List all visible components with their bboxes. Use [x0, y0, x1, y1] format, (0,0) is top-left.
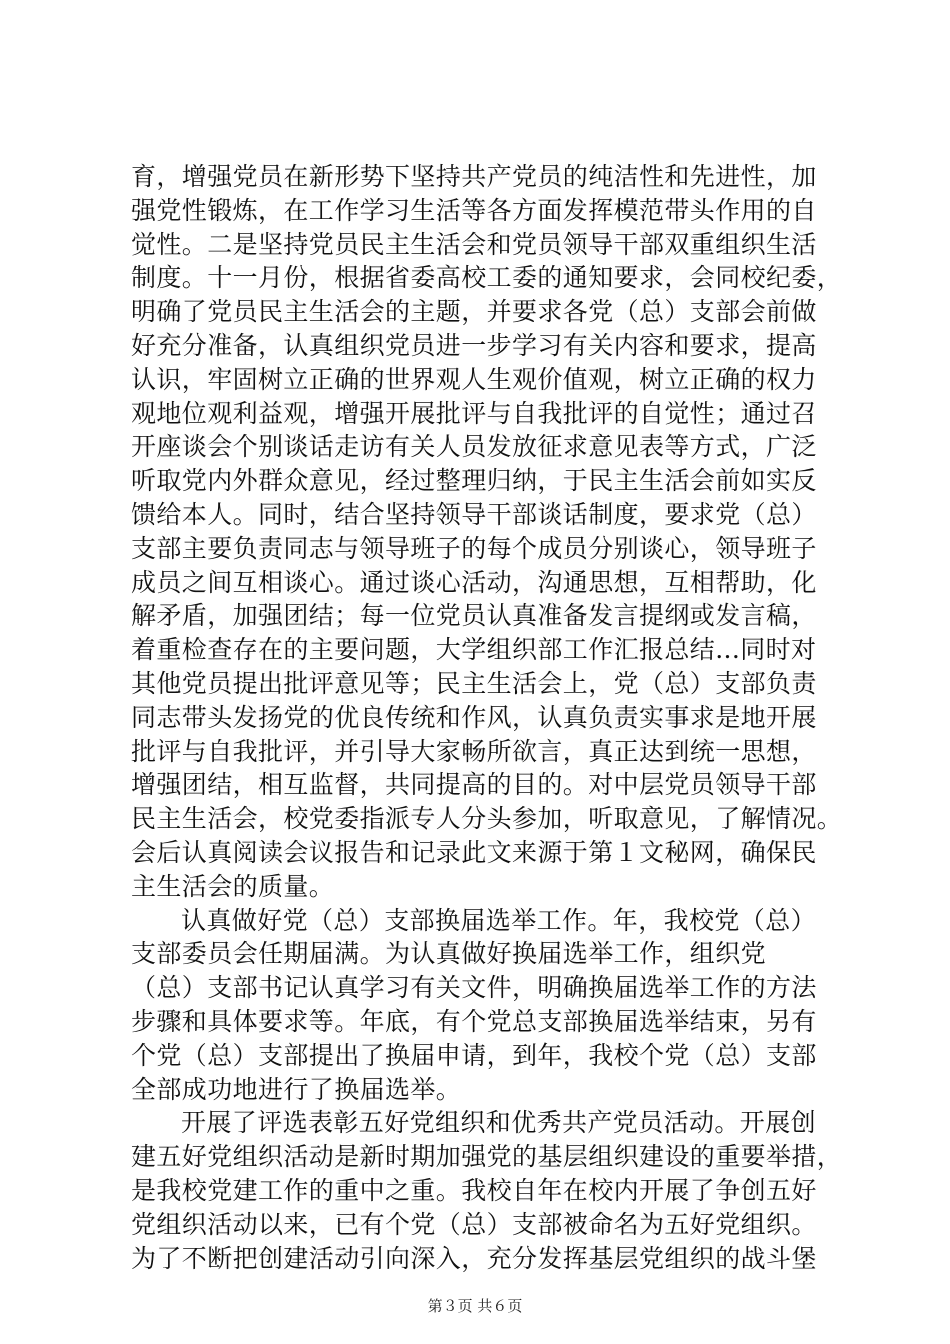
text-line: 认识，牢固树立正确的世界观人生观价值观，树立正确的权力 — [131, 364, 817, 394]
text-line: 好充分准备，认真组织党员进一步学习有关内容和要求，提高 — [131, 330, 817, 360]
text-line: 强党性锻炼，在工作学习生活等各方面发挥模范带头作用的自 — [131, 195, 817, 225]
text-line: 解矛盾，加强团结；每一位党员认真准备发言提纲或发言稿， — [131, 601, 817, 631]
page-number-label: 第３页 共６页 — [427, 1297, 523, 1315]
text-line: 主生活会的质量。 — [131, 871, 335, 901]
text-line: 听取党内外群众意见，经过整理归纳，于民主生活会前如实反 — [131, 466, 817, 496]
text-line: 观地位观利益观，增强开展批评与自我批评的自觉性；通过召 — [131, 398, 817, 428]
text-line: 成员之间互相谈心。通过谈心活动，沟通思想，互相帮助，化 — [131, 567, 817, 597]
paragraph-first-line: 认真做好党（总）支部换届选举工作。年，我校党（总） — [181, 905, 817, 935]
text-line: 着重检查存在的主要问题，大学组织部工作汇报总结...同时对 — [131, 635, 817, 665]
text-line: （总）支部书记认真学习有关文件，明确换届选举工作的方法 — [131, 973, 817, 1003]
text-line: 个党（总）支部提出了换届申请，到年，我校个党（总）支部 — [131, 1040, 817, 1070]
text-line: 育，增强党员在新形势下坚持共产党员的纯洁性和先进性，加 — [131, 162, 817, 191]
text-line: 民主生活会，校党委指派专人分头参加，听取意见，了解情况。 — [131, 804, 843, 834]
text-line: 觉性。二是坚持党员民主生活会和党员领导干部双重组织生活 — [131, 229, 817, 259]
text-line: 开座谈会个别谈话走访有关人员发放征求意见表等方式，广泛 — [131, 432, 817, 462]
text-line: 会后认真阅读会议报告和记录此文来源于第１文秘网，确保民 — [131, 837, 817, 867]
text-line: 支部委员会任期届满。为认真做好换届选举工作，组织党 — [131, 939, 767, 969]
document-body — [131, 160, 843, 1275]
text-line: 全部成功地进行了换届选举。 — [131, 1074, 462, 1104]
text-line: 党组织活动以来，已有个党（总）支部被命名为五好党组织。 — [131, 1209, 817, 1239]
text-line: 同志带头发扬党的优良传统和作风，认真负责实事求是地开展 — [131, 702, 817, 732]
text-line: 建五好党组织活动是新时期加强党的基层组织建设的重要举措， — [131, 1142, 843, 1172]
text-line: 制度。十一月份，根据省委高校工委的通知要求，会同校纪委， — [131, 263, 843, 293]
text-line: 支部主要负责同志与领导班子的每个成员分别谈心，领导班子 — [131, 533, 817, 563]
text-line: 批评与自我批评，并引导大家畅所欲言，真正达到统一思想， — [131, 736, 817, 766]
text-line: 明确了党员民主生活会的主题，并要求各党（总）支部会前做 — [131, 297, 817, 327]
text-line: 其他党员提出批评意见等；民主生活会上，党（总）支部负责 — [131, 668, 817, 698]
text-line: 是我校党建工作的重中之重。我校自年在校内开展了争创五好 — [131, 1175, 817, 1205]
text-line: 馈给本人。同时，结合坚持领导干部谈话制度，要求党（总） — [131, 499, 817, 529]
paragraph-first-line: 开展了评选表彰五好党组织和优秀共产党员活动。开展创 — [181, 1108, 817, 1138]
text-line: 步骤和具体要求等。年底，有个党总支部换届选举结束，另有 — [131, 1006, 817, 1036]
text-line: 增强团结，相互监督，共同提高的目的。对中层党员领导干部 — [131, 770, 817, 800]
text-line: 为了不断把创建活动引向深入，充分发挥基层党组织的战斗堡 — [131, 1243, 817, 1273]
page-footer — [0, 1296, 950, 1316]
